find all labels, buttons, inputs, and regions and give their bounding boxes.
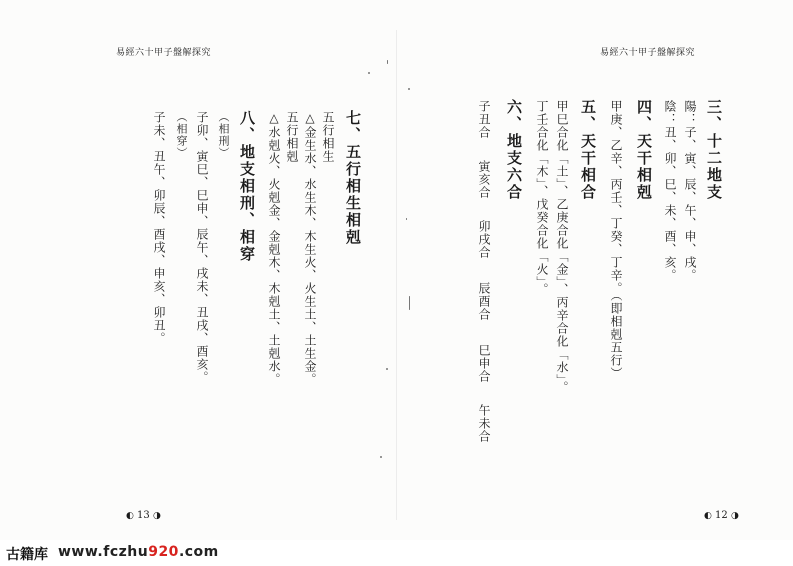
right-running-head: 易經六十甲子盤解探究 (600, 48, 696, 58)
page-ornament-icon: ◐ (126, 511, 134, 521)
section8-heading: 八、地支相刑、相穿 (238, 110, 256, 263)
section6-pair: 巳申合 (477, 344, 491, 383)
section7-sub2: 五行相剋 (285, 111, 299, 163)
right-page-number-value: 12 (715, 510, 728, 521)
left-running-head: 易經六十甲子盤解探究 (116, 48, 212, 58)
watermark-site-name: 古籍库 (6, 547, 48, 563)
section6-pair: 卯戌合 (477, 220, 491, 259)
section7-line2: △水剋火、火剋金、金剋木、木剋土、土剋水。 (267, 111, 281, 386)
page-ornament-icon: ◐ (704, 511, 712, 521)
section5-heading: 五、天干相合 (579, 99, 597, 201)
section7-heading: 七、五行相生相剋 (344, 110, 362, 246)
section8-line2: 子未、丑午、卯辰、酉戌、申亥、卯丑。 (152, 111, 166, 345)
section4-heading: 四、天干相剋 (635, 99, 653, 201)
page-gutter (396, 30, 397, 520)
page-ornament-icon: ◑ (152, 511, 161, 521)
left-page-number-value: 13 (137, 510, 150, 521)
section5-line2: 丁壬合化「木」、戊癸合化「火」。 (535, 100, 549, 296)
section6-pair: 辰酉合 (477, 282, 491, 321)
page-ornament-icon: ◑ (730, 511, 739, 521)
section3-heading: 三、十二地支 (705, 99, 723, 201)
section6-pair: 寅亥合 (477, 160, 491, 199)
section5-line1: 甲巳合化「土」、乙庚合化「金」、丙辛合化「水」。 (555, 100, 569, 394)
section3-yang-line: 陽：子、寅、辰、午、申、戌。 (683, 100, 697, 282)
section6-heading: 六、地支六合 (505, 99, 523, 201)
right-page-number (704, 510, 739, 521)
left-page-number (126, 510, 161, 521)
site-watermark (0, 540, 793, 566)
section6-pair: 子丑合 (477, 100, 491, 139)
section7-sub1: 五行相生 (321, 111, 335, 163)
section4-line: 甲庚、乙辛、丙壬、丁癸、丁辛。（即相剋五行） (609, 100, 623, 380)
section8-line1: 子卯、寅巳、巳申、辰午、戌未、丑戌、酉亥。 (195, 111, 209, 384)
watermark-url: www.fczhu920.com (58, 544, 219, 560)
section6-pair: 午未合 (477, 404, 491, 443)
section8-sub1: （相刑） (217, 111, 230, 159)
section8-sub2: （相穿） (175, 111, 188, 159)
section3-yin-line: 陰：丑、卯、巳、未、酉、亥。 (663, 100, 677, 282)
section7-line1: △金生水、水生木、木生火、火生土、土生金。 (303, 111, 317, 386)
